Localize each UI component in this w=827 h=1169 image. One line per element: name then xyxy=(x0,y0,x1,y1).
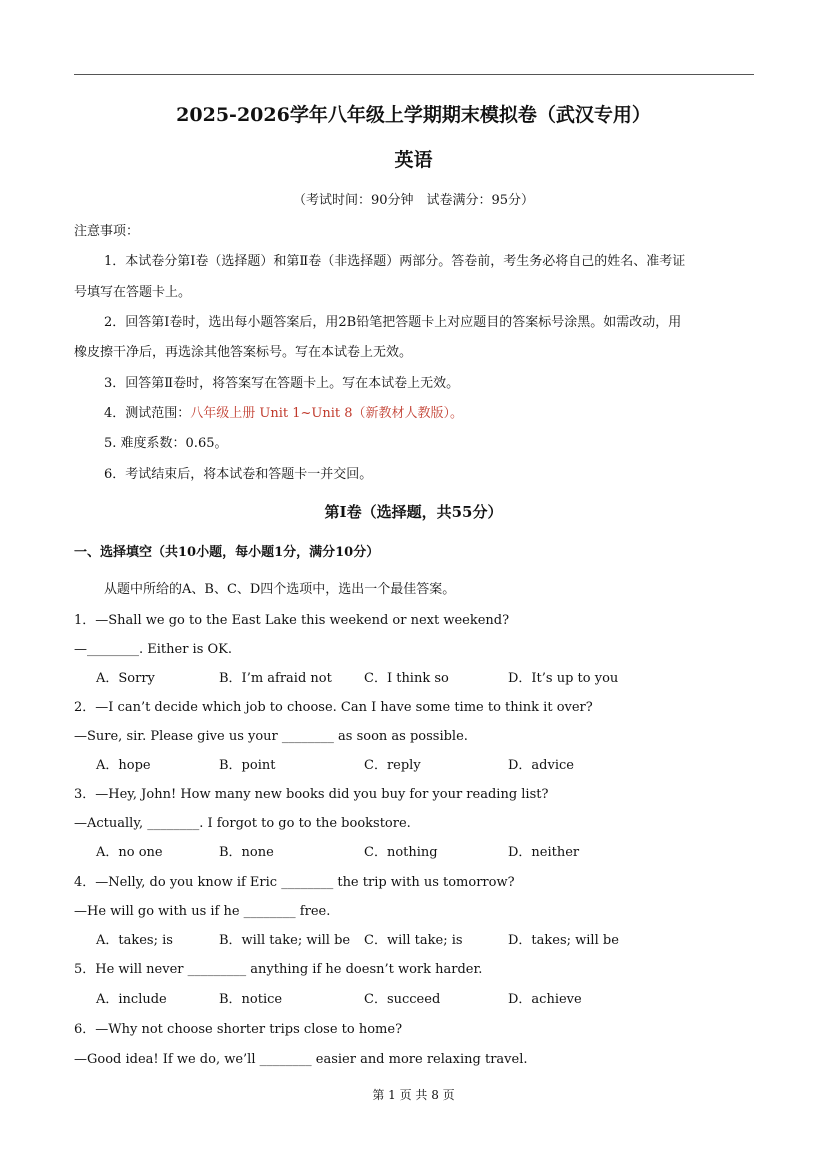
question-1-option-c: C．I think so xyxy=(364,671,449,686)
note-4-prefix: 4．测试范围： xyxy=(104,406,191,421)
note-6: 6．考试结束后，将本试卷和答题卡一并交回。 xyxy=(104,467,373,482)
note-3: 3．回答第Ⅱ卷时，将答案写在答题卡上。写在本试卷上无效。 xyxy=(104,376,460,391)
question-4-option-d: D．takes; will be xyxy=(508,933,619,948)
subject-title: 英语 xyxy=(394,149,433,171)
header-rule xyxy=(74,74,754,75)
note-2-line-1: 2．回答第Ⅰ卷时，选出每小题答案后，用2B铅笔把答题卡上对应题目的答案标号涂黑。如需改动，用 xyxy=(104,315,682,330)
note-4-range: 八年级上册 Unit 1~Unit 8（新教材人教版）。 xyxy=(190,406,464,421)
question-5-option-a: A．include xyxy=(96,992,167,1007)
exam-info: （考试时间：90分钟 试卷满分：95分） xyxy=(292,193,535,208)
question-6-line-2: —Good idea! If we do, we’ll ________ easier and more relaxing travel. xyxy=(74,1052,528,1067)
question-3-option-a: A．no one xyxy=(96,845,163,860)
question-5-option-c: C．succeed xyxy=(364,992,441,1007)
question-2-option-c: C．reply xyxy=(364,758,421,773)
question-2-option-b: B．point xyxy=(219,758,276,773)
exam-title: 2025-2026学年八年级上学期期末模拟卷（武汉专用） xyxy=(176,104,651,126)
notes-heading: 注意事项： xyxy=(74,224,140,239)
question-1-option-d: D．It’s up to you xyxy=(508,671,619,686)
question-1-line-1: 1．—Shall we go to the East Lake this weekend or next weekend? xyxy=(74,613,510,628)
note-1-line-2: 号填写在答题卡上。 xyxy=(74,285,192,300)
question-2-option-a: A．hope xyxy=(96,758,151,773)
question-4-line-1: 4．—Nelly, do you know if Eric ________ the trip with us tomorrow? xyxy=(74,875,515,890)
question-3-option-d: D．neither xyxy=(508,845,580,860)
question-4-line-2: —He will go with us if he ________ free. xyxy=(74,904,331,919)
question-2-line-2: —Sure, sir. Please give us your ________ as soon as possible. xyxy=(74,729,468,744)
question-3-line-2: —Actually, ________. I forgot to go to the bookstore. xyxy=(74,816,411,831)
question-1-option-a: A．Sorry xyxy=(96,671,155,686)
section-title: 一、选择填空（共10小题，每小题1分，满分10分） xyxy=(74,545,380,560)
question-5-option-d: D．achieve xyxy=(508,992,582,1007)
page-number: 第 1 页 共 8 页 xyxy=(372,1088,455,1102)
question-5-option-b: B．notice xyxy=(219,992,283,1007)
question-3-line-1: 3．—Hey, John! How many new books did you buy for your reading list? xyxy=(74,787,549,802)
question-2-option-d: D．advice xyxy=(508,758,574,773)
part1-title: 第Ⅰ卷（选择题，共55分） xyxy=(324,503,503,521)
question-4-option-c: C．will take; is xyxy=(364,933,463,948)
question-2-line-1: 2．—I can’t decide which job to choose. Can I have some time to think it over? xyxy=(74,700,593,715)
question-5-line-1: 5．He will never _________ anything if he doesn’t work harder. xyxy=(74,962,483,977)
question-1-line-2: —________. Either is OK. xyxy=(74,642,233,657)
question-3-option-c: C．nothing xyxy=(364,845,438,860)
question-1-option-b: B．I’m afraid not xyxy=(219,671,332,686)
note-4 xyxy=(104,406,463,422)
question-4-option-b: B．will take; will be xyxy=(219,933,351,948)
note-1-line-1: 1．本试卷分第Ⅰ卷（选择题）和第Ⅱ卷（非选择题）两部分。答卷前，考生务必将自己的姓名、准考证 xyxy=(104,254,686,269)
section-instruction: 从题中所给的A、B、C、D四个选项中，选出一个最佳答案。 xyxy=(104,582,456,597)
note-5: 5. 难度系数：0.65。 xyxy=(104,436,228,451)
question-3-option-b: B．none xyxy=(219,845,274,860)
note-2-line-2: 橡皮擦干净后，再选涂其他答案标号。写在本试卷上无效。 xyxy=(74,345,413,360)
question-6-line-1: 6．—Why not choose shorter trips close to home? xyxy=(74,1022,403,1037)
question-4-option-a: A．takes; is xyxy=(96,933,173,948)
